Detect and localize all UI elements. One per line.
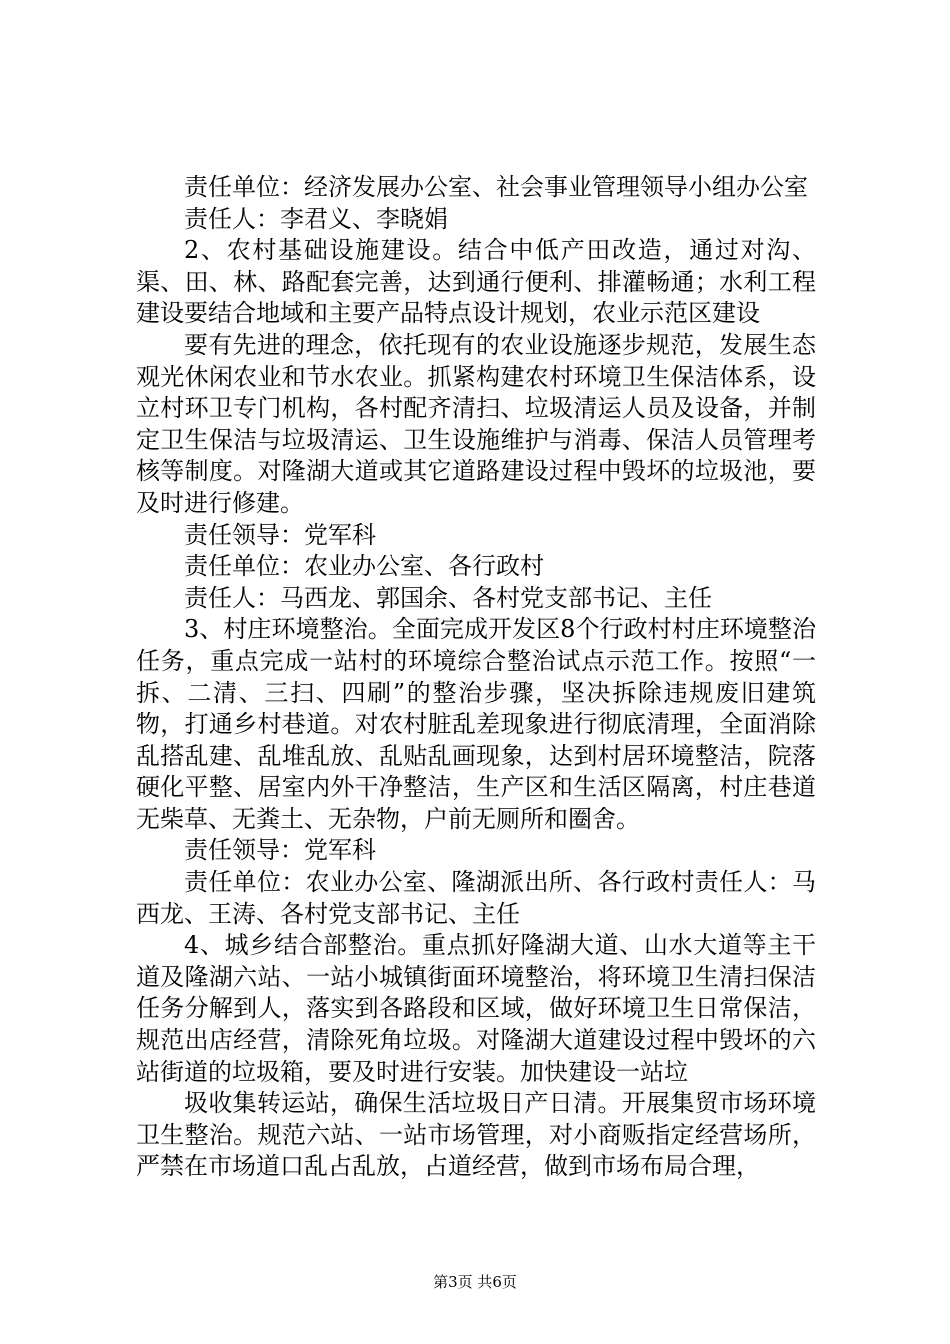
- paragraph-responsible-persons-2: 责任人：马西龙、郭国余、各村党支部书记、主任: [184, 583, 712, 612]
- paragraph-responsible-units-1: 责任单位：经济发展办公室、社会事业管理领导小组办公室: [184, 173, 808, 201]
- paragraph-item-4-urban-rural: 4、城乡结合部整治。重点抓好隆湖大道、山水大道等主干道及隆湖六站、一站小城镇街面环境整治，将环境卫生清扫保洁任务分解到人，落实到各路段和区域，做好环境卫生日常保洁，规范出店经营，清除死角垃圾。对隆湖大道建设过程中毁坏的六站街道的垃圾箱，要及时进行安装。加快建设一站垃: [136, 931, 816, 1086]
- paragraph-responsible-persons-1: 责任人：李君义、李晓娟: [184, 204, 448, 233]
- paragraph-responsible-units-2: 责任单位：农业办公室、各行政村: [184, 552, 544, 581]
- paragraph-responsible-leader-3: 责任领导：党军科: [184, 836, 376, 865]
- paragraph-item-2-continued: 要有先进的理念，依托现有的农业设施逐步规范，发展生态观光休闲农业和节水农业。抓紧构建农村环境卫生保洁体系，设立村环卫专门机构，各村配齐清扫、垃圾清运人员及设备，并制定卫生保洁与垃圾清运、卫生设施维护与消毒、保洁人员管理考核等制度。对隆湖大道或其它道路建设过程中毁坏的垃圾池，要及时进行修建。: [136, 330, 816, 517]
- paragraph-item-3-village-environment: 3、村庄环境整治。全面完成开发区8个行政村村庄环境整治任务，重点完成一站村的环境综合整治试点示范工作。按照“一拆、二清、三扫、四刷”的整治步骤，坚决拆除违规废旧建筑物，打通乡村巷道。对农村脏乱差现象进行彻底清理，全面消除乱搭乱建、乱堆乱放、乱贴乱画现象，达到村居环境整洁，院落硬化平整、居室内外干净整洁，生产区和生活区隔离，村庄巷道无柴草、无粪土、无杂物，户前无厕所和圈舍。: [136, 615, 816, 833]
- page-number-footer: 第3页 共6页: [433, 1273, 517, 1291]
- paragraph-item-4-continued: 圾收集转运站，确保生活垃圾日产日清。开展集贸市场环境卫生整治。规范六站、一站市场管理，对小商贩指定经营场所，严禁在市场道口乱占乱放，占道经营，做到市场布局合理，: [136, 1089, 816, 1181]
- paragraph-responsible-units-3: 责任单位：农业办公室、隆湖派出所、各行政村责任人：马西龙、王涛、各村党支部书记、主任: [136, 868, 816, 928]
- paragraph-item-2-infrastructure: 2、农村基础设施建设。结合中低产田改造，通过对沟、渠、田、林、路配套完善，达到通行便利、排灌畅通；水利工程建设要结合地域和主要产品特点设计规划，农业示范区建设: [136, 236, 816, 328]
- paragraph-responsible-leader-2: 责任领导：党军科: [184, 520, 376, 549]
- document-body: [136, 172, 816, 1183]
